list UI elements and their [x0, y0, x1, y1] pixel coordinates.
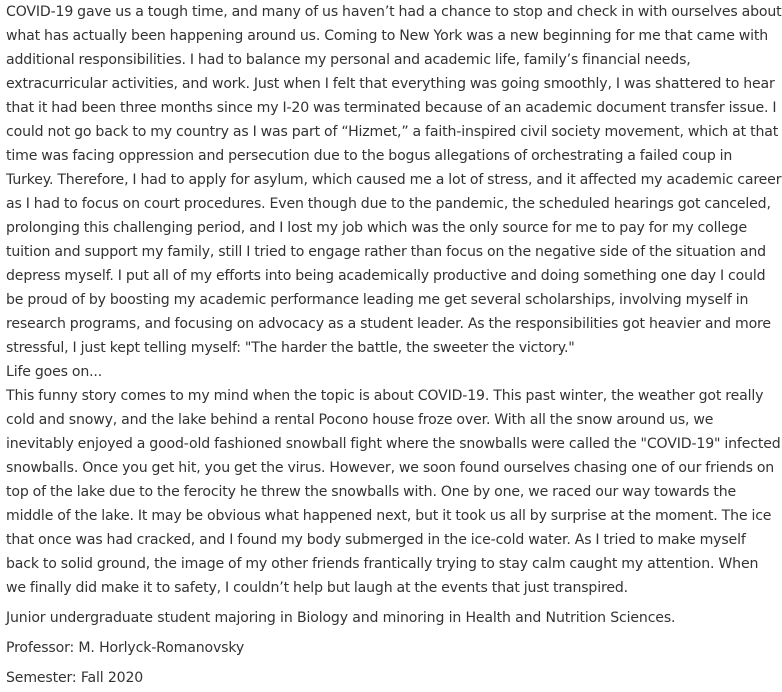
- professor-credit: Professor: M. Horlyck-Romanovsky: [6, 640, 245, 656]
- author-bio: Junior undergraduate student majoring in Biology and minoring in Health and Nutrition Sciences.: [6, 610, 676, 626]
- story-content: [6, 0, 782, 690]
- story-paragraph-snowball-fight: This funny story comes to my mind when the topic is about COVID-19. This past winter, the weather got really cold and snowy, and the lake behind a rental Pocono house froze over. With all the snow around us, we inevitably enjoyed a good-old fashioned snowball fight where the snowballs were called the "COVID-19" infected snowballs. Once you get hit, you get the virus. However, we soon found ourselves chasing one of our friends on top of the lake due to the ferocity he threw the snowballs with. One by one, we raced our way towards the middle of the lake. It may be obvious what happened next, but it took us all by surprise at the moment. The ice that once was had cracked, and I found my body submerged in the ice-cold water. As I tried to make myself back to solid ground, the image of my other friends frantically trying to stay calm caught my attention. When we finally did make it to safety, I couldn’t help but laugh at the events that just transpired.: [6, 388, 781, 596]
- story-paragraph-covid-challenges: COVID-19 gave us a tough time, and many of us haven’t had a chance to stop and check in with ourselves about what has actually been happening around us. Coming to New York was a new beginning for me that came with additional responsibilities. I had to balance my personal and academic life, family’s financial needs, extracurricular activities, and work. Just when I felt that everything was going smoothly, I was shattered to hear that it had been three months since my I-20 was terminated because of an academic document transfer issue. I could not go back to my country as I was part of “Hizmet,” a faith-inspired civil society movement, which at that time was facing oppression and persecution due to the bogus allegations of orchestrating a failed coup in Turkey. Therefore, I had to apply for asylum, which caused me a lot of stress, and it affected my academic career as I had to focus on court procedures. Even though due to the pandemic, the scheduled hearings got canceled, prolonging this challenging period, and I lost my job which was the only source for me to pay for my college tuition and support my family, still I tried to engage rather than focus on the negative side of the situation and depress myself. I put all of my efforts into being academically productive and doing something one day I could be proud of by boosting my academic performance leading me get several scholarships, involving myself in research programs, and focusing on advocacy as a student leader. As the responsibilities got heavier and more stressful, I just kept telling myself: "The harder the battle, the sweeter the victory.": [6, 4, 782, 356]
- story-paragraph-life-goes-on: Life goes on...: [6, 364, 103, 380]
- semester-info: Semester: Fall 2020: [6, 670, 144, 686]
